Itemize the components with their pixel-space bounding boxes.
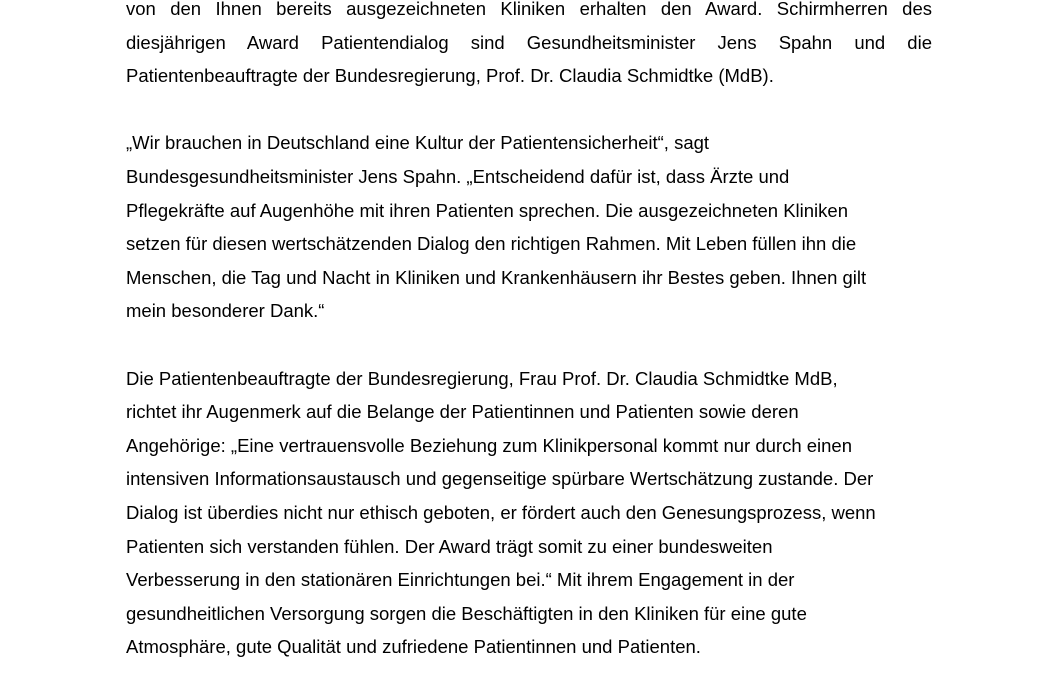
text-line: gesundheitlichen Versorgung sorgen die Beschäftigten in den Kliniken für eine gute [126, 602, 807, 624]
text-line: diesjährigen Award Patientendialog sind Gesundheitsminister Jens Spahn und die [126, 31, 932, 53]
text-line: von den Ihnen bereits ausgezeichneten Kliniken erhalten den Award. Schirmherren des [126, 0, 932, 19]
text-line: richtet ihr Augenmerk auf die Belange der Patientinnen und Patienten sowie deren [126, 401, 799, 423]
text-line: Menschen, die Tag und Nacht in Kliniken und Krankenhäusern ihr Bestes geben. Ihnen gilt [126, 266, 867, 288]
text-line: Patientenbeauftragte der Bundesregierung, Prof. Dr. Claudia Schmidtke (MdB). [126, 65, 774, 87]
text-line: Verbesserung in den stationären Einrichtungen bei.“ Mit ihrem Engagement in der [126, 569, 795, 591]
text-line: Die Patientenbeauftragte der Bundesregierung, Frau Prof. Dr. Claudia Schmidtke MdB, [126, 367, 838, 389]
paragraph-intro [126, 0, 932, 93]
text-line: „Wir brauchen in Deutschland eine Kultur der Patientensicherheit“, sagt [126, 132, 710, 154]
paragraph-spacer [126, 328, 932, 362]
text-line: mein besonderer Dank.“ [126, 300, 325, 322]
text-line: Angehörige: „Eine vertrauensvolle Beziehung zum Klinikpersonal kommt nur durch einen [126, 434, 853, 456]
text-line: Pflegekräfte auf Augenhöhe mit ihren Patienten sprechen. Die ausgezeichneten Kliniken [126, 199, 848, 221]
text-line: Bundesgesundheitsminister Jens Spahn. „Entscheidend dafür ist, dass Ärzte und [126, 165, 790, 187]
text-line: Dialog ist überdies nicht nur ethisch geboten, er fördert auch den Genesungsprozess, wenn [126, 501, 876, 523]
document-page [126, 0, 932, 664]
text-line: intensiven Informationsaustausch und gegenseitige spürbare Wertschätzung zustande. Der [126, 468, 874, 490]
text-line: Patienten sich verstanden fühlen. Der Award trägt somit zu einer bundesweiten [126, 535, 773, 557]
paragraph-schmidtke-quote [126, 362, 932, 664]
paragraph-spahn-quote [126, 126, 932, 328]
paragraph-spacer [126, 93, 932, 127]
text-line: Atmosphäre, gute Qualität und zufriedene Patientinnen und Patienten. [126, 636, 701, 658]
text-line: setzen für diesen wertschätzenden Dialog den richtigen Rahmen. Mit Leben füllen ihn die [126, 233, 857, 255]
